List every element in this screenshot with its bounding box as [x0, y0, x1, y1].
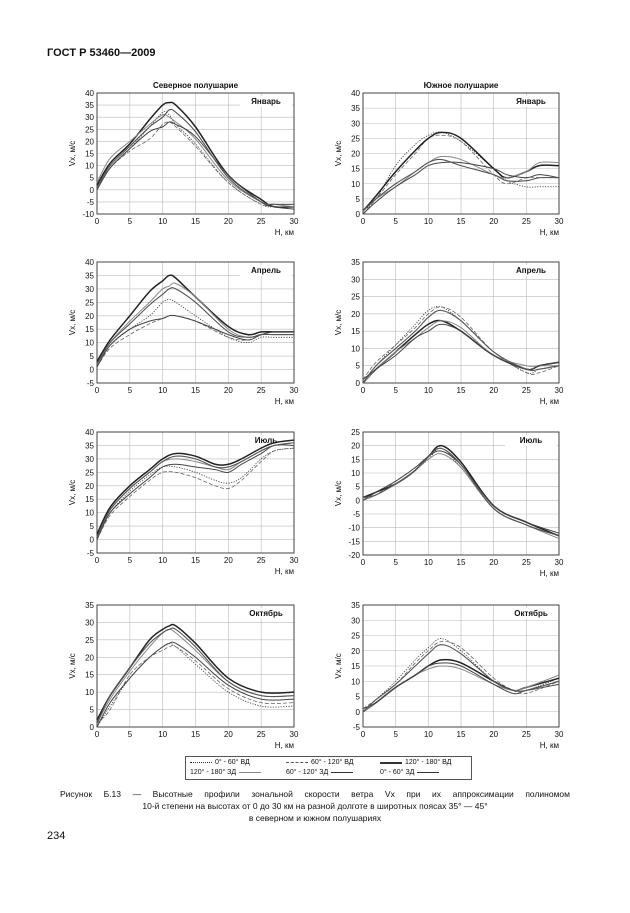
x-tick-label: 10 — [423, 558, 433, 567]
legend-label: 0° - 60° ВД — [215, 759, 250, 766]
y-tick-label: 10 — [85, 688, 94, 698]
y-tick-label: 15 — [85, 670, 94, 680]
x-tick-label: 30 — [554, 558, 564, 567]
x-tick-label: 25 — [256, 556, 266, 565]
chart-panel — [68, 258, 299, 406]
chart-panel — [334, 428, 564, 578]
month-label: Октябрь — [249, 609, 283, 618]
y-tick-label: 35 — [85, 101, 94, 111]
y-tick-label: 5 — [355, 361, 360, 371]
y-tick-label: -10 — [82, 210, 94, 219]
y-tick-label: 30 — [351, 119, 360, 129]
caption-line: Рисунок Б.13 — Высотные профили зональной скорости ветра Vx при их аппроксимации полиномом — [60, 789, 570, 799]
y-tick-label: 30 — [351, 616, 360, 626]
y-axis-label: Vx, м/с — [68, 479, 77, 506]
y-tick-label: 10 — [351, 677, 360, 687]
y-tick-label: 35 — [351, 601, 360, 610]
y-tick-label: 10 — [351, 469, 360, 478]
y-tick-label: 35 — [85, 601, 94, 610]
x-tick-label: 0 — [360, 730, 366, 739]
y-tick-label: 25 — [351, 428, 360, 437]
y-tick-label: 20 — [351, 309, 360, 319]
x-tick-label: 15 — [191, 386, 200, 395]
legend-item — [380, 759, 451, 766]
month-label: Январь — [516, 97, 546, 106]
legend-label: 60° - 120° ЗД — [286, 769, 329, 776]
y-tick-label: 20 — [351, 149, 360, 159]
x-tick-label: 10 — [158, 217, 168, 226]
x-tick-label: 0 — [360, 558, 366, 567]
x-tick-label: 10 — [423, 730, 433, 739]
month-label: Январь — [251, 97, 281, 106]
x-tick-label: 25 — [521, 386, 531, 395]
x-tick-label: 15 — [456, 730, 466, 739]
legend-swatch — [380, 762, 402, 764]
legend-label: 0° - 60° ЗД — [380, 769, 415, 776]
x-tick-label: 5 — [127, 217, 133, 226]
x-tick-label: 10 — [423, 217, 433, 226]
month-label: Октябрь — [514, 609, 548, 618]
y-tick-label: 5 — [89, 352, 94, 362]
y-tick-label: 0 — [355, 496, 360, 506]
chart-panel — [68, 601, 299, 750]
x-tick-label: 25 — [521, 217, 531, 226]
y-tick-label: -5 — [352, 510, 360, 519]
x-tick-label: 0 — [94, 730, 100, 739]
y-tick-label: 15 — [351, 662, 360, 671]
y-tick-label: -20 — [348, 551, 360, 560]
y-tick-label: 40 — [351, 89, 360, 98]
x-tick-label: 15 — [191, 556, 200, 565]
y-tick-label: 25 — [351, 134, 360, 144]
y-tick-label: 20 — [351, 646, 360, 656]
x-tick-label: 30 — [554, 386, 564, 395]
x-axis-label: H, км — [274, 567, 294, 576]
x-tick-label: 20 — [223, 556, 233, 565]
y-tick-label: 40 — [85, 428, 94, 437]
legend-item — [190, 759, 250, 766]
y-tick-label: 15 — [85, 495, 94, 505]
y-tick-label: 10 — [351, 344, 360, 354]
x-tick-label: 20 — [223, 217, 233, 226]
x-tick-label: 0 — [94, 556, 100, 565]
y-tick-label: 40 — [85, 89, 94, 98]
chart-legend — [185, 756, 472, 780]
y-tick-label: 20 — [85, 653, 94, 663]
legend-swatch — [417, 772, 439, 773]
x-tick-label: 30 — [289, 556, 299, 565]
x-tick-label: 15 — [456, 386, 466, 395]
x-tick-label: 15 — [456, 217, 466, 226]
y-tick-label: 5 — [355, 482, 360, 492]
x-axis-label: H, км — [539, 741, 559, 750]
y-tick-label: 25 — [351, 631, 360, 641]
y-axis-label: Vx, м/с — [334, 309, 343, 336]
y-tick-label: 15 — [85, 325, 94, 335]
x-axis-label: H, км — [274, 741, 294, 750]
chart-panel — [68, 428, 299, 576]
month-label: Апрель — [516, 266, 546, 275]
x-tick-label: 5 — [127, 556, 133, 565]
y-axis-label: Vx, м/с — [68, 140, 77, 167]
x-tick-label: 25 — [256, 217, 266, 226]
x-axis-label: H, км — [274, 397, 294, 406]
x-tick-label: 0 — [360, 386, 366, 395]
y-tick-label: -5 — [352, 723, 360, 732]
chart-panel — [334, 81, 564, 237]
x-tick-label: 20 — [489, 217, 499, 226]
y-tick-label: 0 — [89, 185, 94, 195]
x-tick-label: 5 — [393, 386, 398, 395]
y-tick-label: 0 — [89, 535, 94, 545]
legend-swatch — [331, 772, 353, 773]
y-tick-label: 30 — [85, 618, 94, 628]
x-tick-label: 15 — [191, 217, 200, 226]
y-axis-label: Vx, м/с — [334, 140, 343, 167]
y-tick-label: 35 — [351, 104, 360, 114]
y-tick-label: 30 — [85, 284, 94, 294]
page-number: 234 — [47, 830, 66, 842]
y-tick-label: 5 — [89, 522, 94, 532]
month-label: Июль — [254, 436, 278, 445]
y-axis-label: Vx, м/с — [68, 653, 77, 679]
legend-label: 120° - 180° ЗД — [190, 769, 237, 776]
y-tick-label: 5 — [355, 194, 360, 204]
y-axis-label: Vx, м/с — [334, 653, 343, 679]
x-tick-label: 10 — [158, 386, 168, 395]
y-tick-label: 30 — [85, 113, 94, 123]
x-tick-label: 15 — [191, 730, 200, 739]
y-tick-label: 25 — [351, 292, 360, 302]
y-tick-label: 20 — [85, 137, 94, 147]
x-tick-label: 30 — [554, 730, 564, 739]
y-tick-label: 25 — [85, 125, 94, 135]
y-tick-label: 15 — [351, 164, 360, 174]
x-tick-label: 10 — [423, 386, 433, 395]
y-tick-label: 0 — [89, 723, 94, 732]
y-tick-label: 25 — [85, 468, 94, 478]
x-tick-label: 15 — [456, 558, 466, 567]
y-tick-label: 25 — [85, 298, 94, 308]
y-tick-label: -5 — [86, 379, 94, 388]
y-tick-label: -15 — [348, 537, 360, 547]
legend-label: 120° - 180° ВД — [405, 759, 452, 766]
figure-caption — [60, 788, 570, 824]
x-tick-label: 30 — [289, 730, 299, 739]
chart-title: Северное полушарие — [152, 81, 239, 90]
x-tick-label: 10 — [158, 556, 168, 565]
chart-panel — [68, 81, 299, 237]
x-axis-label: H, км — [539, 228, 559, 237]
y-tick-label: 15 — [351, 327, 360, 337]
x-tick-label: 25 — [521, 730, 531, 739]
y-tick-label: 5 — [355, 692, 360, 702]
y-axis-label: Vx, м/с — [68, 309, 77, 336]
x-tick-label: 0 — [94, 386, 100, 395]
chart-title: Южное полушарие — [423, 81, 499, 90]
x-axis-label: H, км — [539, 569, 559, 578]
caption-line: в северном и южном полушариях — [248, 813, 382, 823]
y-tick-label: 15 — [351, 455, 360, 465]
x-tick-label: 20 — [489, 730, 499, 739]
month-label: Апрель — [251, 266, 281, 275]
y-tick-label: 35 — [85, 441, 94, 451]
y-tick-label: -5 — [86, 549, 94, 558]
chart-panel — [334, 258, 564, 406]
x-tick-label: 5 — [393, 217, 398, 226]
x-tick-label: 30 — [554, 217, 564, 226]
x-axis-label: H, км — [539, 397, 559, 406]
y-tick-label: 20 — [85, 311, 94, 321]
x-tick-label: 30 — [289, 217, 299, 226]
x-tick-label: 20 — [223, 386, 233, 395]
y-tick-label: 30 — [351, 275, 360, 285]
y-tick-label: 10 — [85, 161, 94, 171]
legend-item — [380, 769, 439, 776]
y-tick-label: 0 — [355, 210, 360, 219]
x-tick-label: 30 — [289, 386, 299, 395]
legend-item — [286, 769, 353, 776]
y-tick-label: 40 — [85, 258, 94, 267]
y-axis-label: Vx, м/с — [334, 480, 343, 507]
legend-label: 60° - 120° ВД — [311, 759, 354, 766]
x-tick-label: 10 — [158, 730, 168, 739]
x-tick-label: 5 — [127, 386, 133, 395]
x-tick-label: 5 — [127, 730, 133, 739]
x-tick-label: 25 — [256, 386, 266, 395]
x-tick-label: 25 — [521, 558, 531, 567]
caption-line: 10-й степени на высотах от 0 до 30 км на разной долготе в широтных поясах 35° — 45° — [142, 801, 488, 811]
y-tick-label: 10 — [85, 508, 94, 518]
legend-swatch — [239, 772, 261, 773]
x-tick-label: 5 — [393, 558, 398, 567]
x-tick-label: 0 — [94, 217, 100, 226]
x-tick-label: 5 — [393, 730, 398, 739]
y-tick-label: 30 — [85, 454, 94, 464]
x-tick-label: 25 — [256, 730, 266, 739]
y-tick-label: 35 — [351, 258, 360, 267]
y-tick-label: 5 — [89, 173, 94, 183]
y-tick-label: 10 — [85, 338, 94, 348]
y-tick-label: 10 — [351, 179, 360, 189]
legend-item — [286, 759, 354, 766]
y-tick-label: 20 — [351, 441, 360, 451]
legend-swatch — [190, 762, 212, 763]
y-tick-label: 0 — [89, 365, 94, 375]
x-tick-label: 0 — [360, 217, 366, 226]
legend-item — [190, 769, 261, 776]
x-tick-label: 20 — [223, 730, 233, 739]
y-tick-label: 15 — [85, 149, 94, 159]
x-axis-label: H, км — [274, 228, 294, 237]
y-tick-label: -10 — [348, 523, 360, 533]
x-tick-label: 20 — [489, 386, 499, 395]
month-label: Июль — [519, 436, 543, 445]
y-tick-label: 25 — [85, 635, 94, 645]
y-tick-label: 20 — [85, 481, 94, 491]
y-tick-label: 35 — [85, 271, 94, 281]
y-tick-label: 0 — [355, 707, 360, 717]
y-tick-label: 0 — [355, 379, 360, 388]
y-tick-label: -5 — [86, 197, 94, 207]
document-header: ГОСТ Р 53460—2009 — [47, 47, 156, 59]
y-tick-label: 5 — [89, 705, 94, 715]
chart-panel — [334, 601, 564, 750]
x-tick-label: 20 — [489, 558, 499, 567]
legend-swatch — [286, 762, 308, 763]
